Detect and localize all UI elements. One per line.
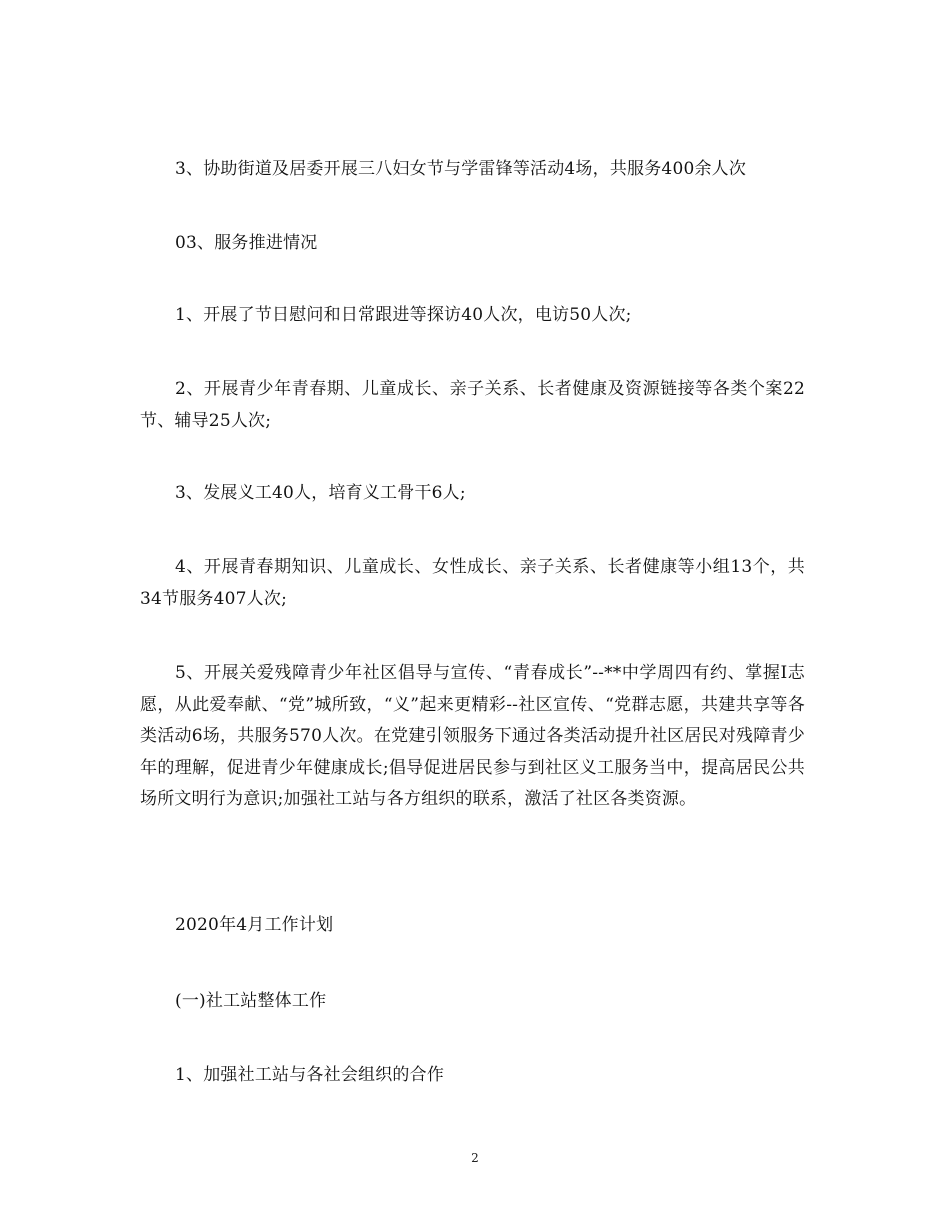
paragraph-activity-3: 3、协助街道及居委开展三八妇女节与学雷锋等活动4场，共服务400余人次 bbox=[175, 159, 747, 179]
page-number: 2 bbox=[471, 1151, 479, 1165]
section-heading-service-progress: 03、服务推进情况 bbox=[175, 233, 318, 253]
paragraph-service-3: 3、发展义工40人，培育义工骨干6人; bbox=[175, 483, 466, 503]
paragraph-service-4: 4、开展青春期知识、儿童成长、女性成长、亲子关系、长者健康等小组13个，共34节服务407人次; bbox=[140, 557, 805, 609]
paragraph-service-5: 5、开展关爱残障青少年社区倡导与宣传、“青春成长”--**中学周四有约、掌握I志愿，从此爱奉献、“党”城所致，“义”起来更精彩--社区宣传、“党群志愿，共建共享等各类活动6场，共服务570人次。在党建引领服务下通过各类活动提升社区居民对残障青少年的理解，促进青少年健康成长;倡导促进居民参与到社区义工服务当中，提高居民公共场所文明行为意识;加强社工站与各方组织的联系，激活了社区各类资源。 bbox=[140, 663, 805, 809]
paragraph-plan-1: 1、加强社工站与各社会组织的合作 bbox=[175, 1065, 445, 1085]
paragraph-service-1: 1、开展了节日慰问和日常跟进等探访40人次，电访50人次; bbox=[175, 305, 632, 325]
subsection-heading-overall-work: (一)社工站整体工作 bbox=[175, 991, 327, 1011]
paragraph-service-2: 2、开展青少年青春期、儿童成长、亲子关系、长者健康及资源链接等各类个案22节、辅导25人次; bbox=[140, 379, 805, 431]
section-heading-april-plan: 2020年4月工作计划 bbox=[175, 915, 334, 935]
